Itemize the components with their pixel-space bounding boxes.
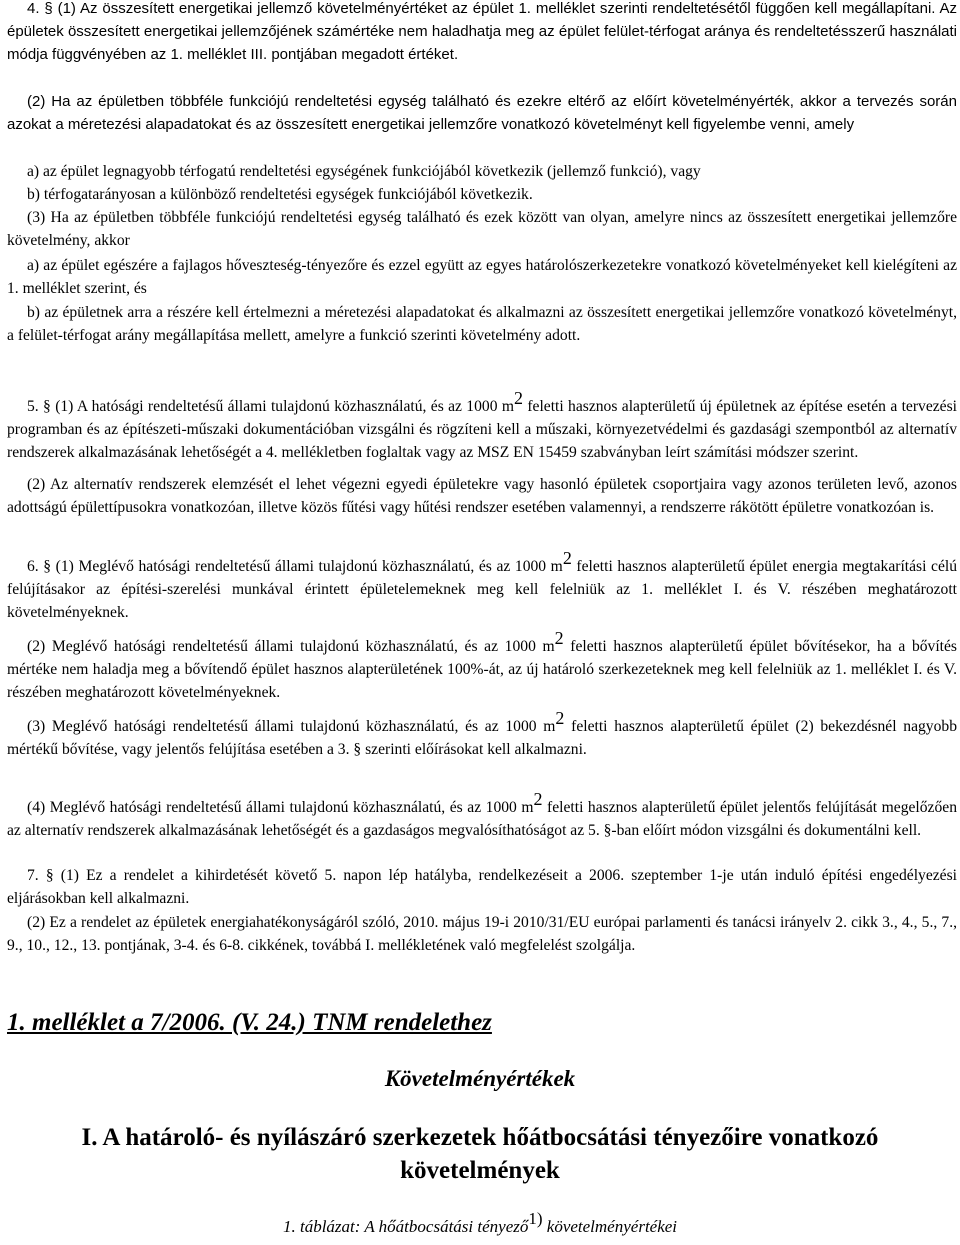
section-6-paragraph-1-text-a: 6. § (1) Meglévő hatósági rendeltetésű állami tulajdonú közhasználatú, és az 1000 m xyxy=(27,558,563,575)
section-6-paragraph-3-text-a: (3) Meglévő hatósági rendeltetésű állami tulajdonú közhasználatú, és az 1000 m xyxy=(27,718,556,735)
section-6-paragraph-1-text-b: feletti hasznos alapterületű épület energia megtakarítási célú felújításakor az építési-szerelési munkával érintett épületelemeknek meg kell felelniük az 1. melléklet I. és V. részében meghatározott követelményeknek. xyxy=(7,558,957,622)
section-6-paragraph-4-text-a: (4) Meglévő hatósági rendeltetésű állami tulajdonú közhasználatú, és az 1000 m xyxy=(27,799,534,816)
section-6-paragraph-4 xyxy=(7,789,957,842)
section-5-superscript: 2 xyxy=(513,388,523,408)
section-6-paragraph-4-superscript: 2 xyxy=(533,789,543,809)
section-4-paragraph-2-point-b: b) térfogatarányosan a különböző rendeltetési egységek funkciójából következik. xyxy=(27,186,533,203)
section-5-paragraph-1 xyxy=(7,388,957,465)
table-1-caption-superscript: 1) xyxy=(528,1209,543,1228)
section-5-paragraph-1-text-b: feletti hasznos alapterületű új épületnek az építése esetén a tervezési programban és az építészeti-műszaki dokumentációban vizsgálni és rögzíteni kell a műszaki, környezetvédelmi és gazdasági szempontból az alternatív rendszerek alkalmazásának lehetőségét a 4. mellékletben foglaltak vagy az MSZ EN 15459 szabványban leírt számítási módszer szerint. xyxy=(7,398,957,462)
section-6-paragraph-3-text-b: feletti hasznos alapterületű épület (2) bekezdésnél nagyobb mértékű bővítése, vagy jelentős felújítása esetében a 3. § szerinti előírásokat kell alkalmazni. xyxy=(7,718,957,759)
section-5-paragraph-1-text-a: 5. § (1) A hatósági rendeltetésű állami tulajdonú közhasználatú, és az 1000 m xyxy=(27,398,514,415)
section-4-paragraph-2: (2) Ha az épületben többféle funkciójú rendeltetési egység található és ezekre eltérő az előírt követelményérték, akkor a tervezés során azokat a méretezési alapadatokat és az összesített energetikai jellemzőre vonatkozó követelményt kell figyelembe venni, amely xyxy=(7,93,957,134)
table-1-caption-text-a: 1. táblázat: A hőátbocsátási tényező xyxy=(282,1217,529,1236)
section-6-paragraph-3 xyxy=(7,708,957,761)
section-6-paragraph-2-text-b: feletti hasznos alapterületű épület bővítésekor, ha a bővítés mértéke nem haladja meg a bővítendő épület hasznos alapterületének 100%-át, az új határoló szerkezeteknek meg kell felelniük az 1. melléklet I. és V. részében meghatározott követelményeknek. xyxy=(7,638,957,702)
section-4-paragraph-3: (3) Ha az épületben többféle funkciójú rendeltetési egység található és ezek között van olyan, amelyre nincs az összesített energetikai jellemzőre követelmény, akkor xyxy=(7,209,957,250)
section-i-heading: I. A határoló- és nyílászáró szerkezetek hőátbocsátási tényezőire vonatkozó követelmények xyxy=(81,1124,879,1184)
section-4-paragraph-1: 4. § (1) Az összesített energetikai jellemző követelményértéket az épület 1. melléklet szerinti rendeltetésétől függően kell megállapítani. Az épületek összesített energetikai jellemzőjének számértéke nem haladhatja meg az épület felület-térfogat aránya és rendeltetésszerű használati módja függvényében az 1. melléklet III. pontjában megadott értéket. xyxy=(7,0,957,64)
table-1-caption-text-b: követelményértékei xyxy=(542,1217,678,1236)
section-4-paragraph-3-point-b: b) az épületnek arra a részére kell értelmezni a méretezési alapadatokat és alkalmazni az összesített energetikai jellemzőre vonatkozó követelményt, a felület-térfogat arány megállapítása mellett, amelyre a funkció szerinti követelmény adott. xyxy=(7,304,957,345)
requirements-heading: Követelményértékek xyxy=(384,1066,576,1091)
section-6-paragraph-1-superscript: 2 xyxy=(562,548,572,568)
section-7-paragraph-1: 7. § (1) Ez a rendelet a kihirdetését követő 5. napon lép hatályba, rendelkezéseit a 2006. szeptember 1-je után induló építési engedélyezési eljárásokban kell alkalmazni. xyxy=(7,867,957,908)
section-4-paragraph-3-point-a: a) az épület egészére a fajlagos hőveszteség-tényezőre és ezzel együtt az egyes határolószerkezetekre vonatkozó követelményeket kell kielégíteni az 1. melléklet szerint, és xyxy=(7,257,957,298)
section-6-paragraph-2 xyxy=(7,628,957,705)
section-6-paragraph-2-text-a: (2) Meglévő hatósági rendeltetésű állami tulajdonú közhasználatú, és az 1000 m xyxy=(27,638,555,655)
section-4-paragraph-2-point-a: a) az épület legnagyobb térfogatú rendeltetési egységének funkciójából következik (jellemző funkció), vagy xyxy=(27,163,701,180)
section-6-paragraph-2-superscript: 2 xyxy=(554,628,564,648)
section-6-paragraph-3-superscript: 2 xyxy=(555,708,565,728)
section-6-paragraph-1 xyxy=(7,548,957,625)
section-6-paragraph-4-text-b: feletti hasznos alapterületű épület jelentős felújítását megelőzően az alternatív rendszerek alkalmazásának lehetőségét és a gazdaságos megvalósíthatóságot az 5. §-ban előírt módon vizsgálni és dokumentálni kell. xyxy=(7,799,957,840)
table-1-caption xyxy=(0,1209,960,1242)
section-7-paragraph-2: (2) Ez a rendelet az épületek energiahatékonyságáról szóló, 2010. május 19-i 2010/31/EU európai parlamenti és tanácsi irányelv 2. cikk 3., 4., 5., 7., 9., 10., 12., 13. pontjának, 3-4. és 6-8. cikkének, továbbá I. mellékletének való megfelelést szolgálja. xyxy=(7,914,957,955)
section-5-paragraph-2: (2) Az alternatív rendszerek elemzését el lehet végezni egyedi épületekre vagy hasonló épületek csoportjaira vagy azonos területen levő, azonos adottságú épülettípusokra vonatkozóan, illetve közös fűtési vagy hűtési rendszer esetében valamennyi, a rendszerre rákötött épületre vonatkozóan is. xyxy=(7,476,957,517)
annex-title: 1. melléklet a 7/2006. (V. 24.) TNM rendelethez xyxy=(7,1009,492,1036)
